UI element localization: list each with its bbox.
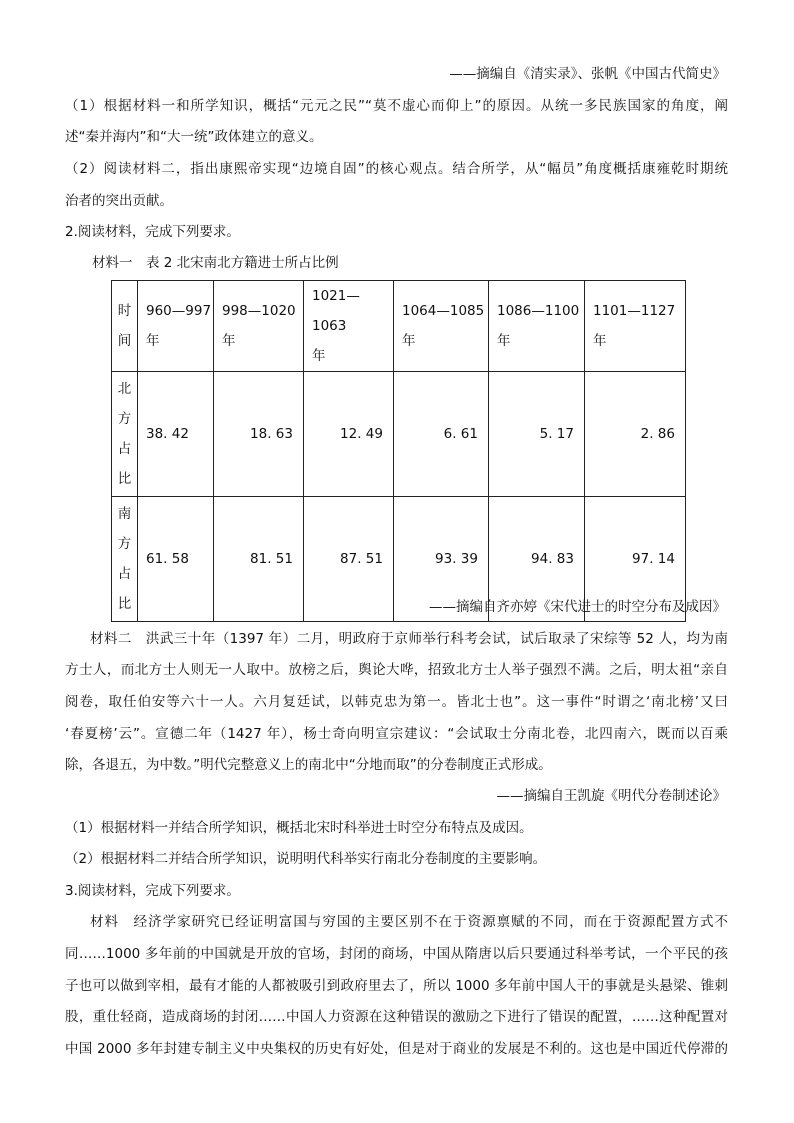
table-cell: 18. 63 bbox=[214, 372, 304, 497]
question-1-2-line-2: 治者的突出贡献。 bbox=[65, 193, 173, 209]
material-3-line: 子也可以做到宰相，最有才能的人都被吸引到政府里去了，所以 1000 多年前中国人干的事就是头悬梁、锥刺 bbox=[65, 978, 728, 994]
material-3-line: 中国 2000 多年封建专制主义中央集权的历史有好处，但是对于商业的发展是不利的。这也是中国近代停滞的 bbox=[65, 1041, 728, 1057]
question-1-2-line-1: （2）阅读材料二，指出康熙帝实现“边境自固”的核心观点。结合所学，从“幅员”角度概括康雍乾时期统 bbox=[65, 161, 728, 177]
table-cell: 38. 42 bbox=[138, 372, 214, 497]
material-2-line: ‘春夏榜’云”。宣德二年（1427 年），杨士奇向明宣宗建议：“会试取士分南北卷，北四南六，既而以百乘 bbox=[65, 726, 728, 742]
row-label-south: 南 方 占 比 bbox=[112, 497, 138, 622]
table-cell: 93. 39 bbox=[394, 497, 489, 622]
table-header-period: 1021—1063 年 bbox=[304, 281, 394, 372]
table-source-citation: ——摘编自齐亦婷《宋代进士的时空分布及成因》 bbox=[429, 599, 726, 615]
material-3-line: 股，重仕轻商，造成商场的封闭……中国人力资源在这种错误的激励之下进行了错误的配置，……这种配置对 bbox=[65, 1009, 728, 1025]
table-header-time: 时 间 bbox=[112, 281, 138, 372]
material-2-line: 材料二 洪武三十年（1397 年）二月，明政府于京师举行科考会试，试后取录了宋综等 52 人，均为南 bbox=[90, 631, 728, 647]
table-cell: 5. 17 bbox=[489, 372, 585, 497]
material-3-line: 材料 经济学家研究已经证明富国与穷国的主要区别不在于资源禀赋的不同，而在于资源配置方式不 bbox=[90, 914, 728, 930]
material-2-line: 阅卷，取任伯安等六十一人。六月复廷试，以韩克忠为第一。皆北士也”。这一事件“时谓之‘南北榜’又曰 bbox=[65, 694, 728, 710]
question-1-1-line-2: 述“秦并海内”和“大一统”政体建立的意义。 bbox=[65, 129, 323, 145]
table-header-period: 960—997 年 bbox=[138, 281, 214, 372]
source-citation: ——摘编自《清实录》、张帆《中国古代简史》 bbox=[449, 66, 726, 82]
row-label-north: 北 方 占 比 bbox=[112, 372, 138, 497]
material-2-line: 除，各退五，为中数。”明代完整意义上的南北中“分地而取”的分卷制度正式形成。 bbox=[65, 757, 552, 773]
table-header-period: 998—1020 年 bbox=[214, 281, 304, 372]
question-2-1: （1）根据材料一并结合所学知识，概括北宋时科举进士时空分布特点及成因。 bbox=[65, 820, 533, 836]
table-cell: 97. 14 bbox=[585, 497, 686, 622]
table-cell: 2. 86 bbox=[585, 372, 686, 497]
question-1-1-line-1: （1）根据材料一和所学知识，概括“元元之民”“莫不虚心而仰上”的原因。从统一多民族国家的角度，阐 bbox=[65, 98, 728, 114]
table-header-period: 1101—1127 年 bbox=[585, 281, 686, 372]
data-table bbox=[111, 280, 686, 622]
table-caption: 材料一 表 2 北宋南北方籍进士所占比例 bbox=[92, 255, 339, 271]
material-2-line: 方士人，而北方士人则无一人取中。放榜之后，舆论大哗，招致北方士人举子强烈不满。之后，明太祖“亲自 bbox=[65, 662, 728, 678]
table-cell: 6. 61 bbox=[394, 372, 489, 497]
material-2-source-citation: ——摘编自王凯旋《明代分卷制述论》 bbox=[496, 788, 726, 804]
table-cell: 81. 51 bbox=[214, 497, 304, 622]
table-header-row bbox=[112, 281, 686, 372]
table-cell: 61. 58 bbox=[138, 497, 214, 622]
question-2-title: 2.阅读材料，完成下列要求。 bbox=[65, 224, 240, 240]
table-cell: 12. 49 bbox=[304, 372, 394, 497]
table-cell: 94. 83 bbox=[489, 497, 585, 622]
material-3-line: 同……1000 多年前的中国就是开放的官场，封闭的商场，中国从隋唐以后只要通过科举考试，一个平民的孩 bbox=[65, 946, 728, 962]
table-header-period: 1064—1085 年 bbox=[394, 281, 489, 372]
question-2-2: （2）根据材料二并结合所学知识，说明明代科举实行南北分卷制度的主要影响。 bbox=[65, 851, 547, 867]
table-header-period: 1086—1100 年 bbox=[489, 281, 585, 372]
question-3-title: 3.阅读材料，完成下列要求。 bbox=[65, 883, 240, 899]
table-cell: 87. 51 bbox=[304, 497, 394, 622]
table-row-north bbox=[112, 372, 686, 497]
